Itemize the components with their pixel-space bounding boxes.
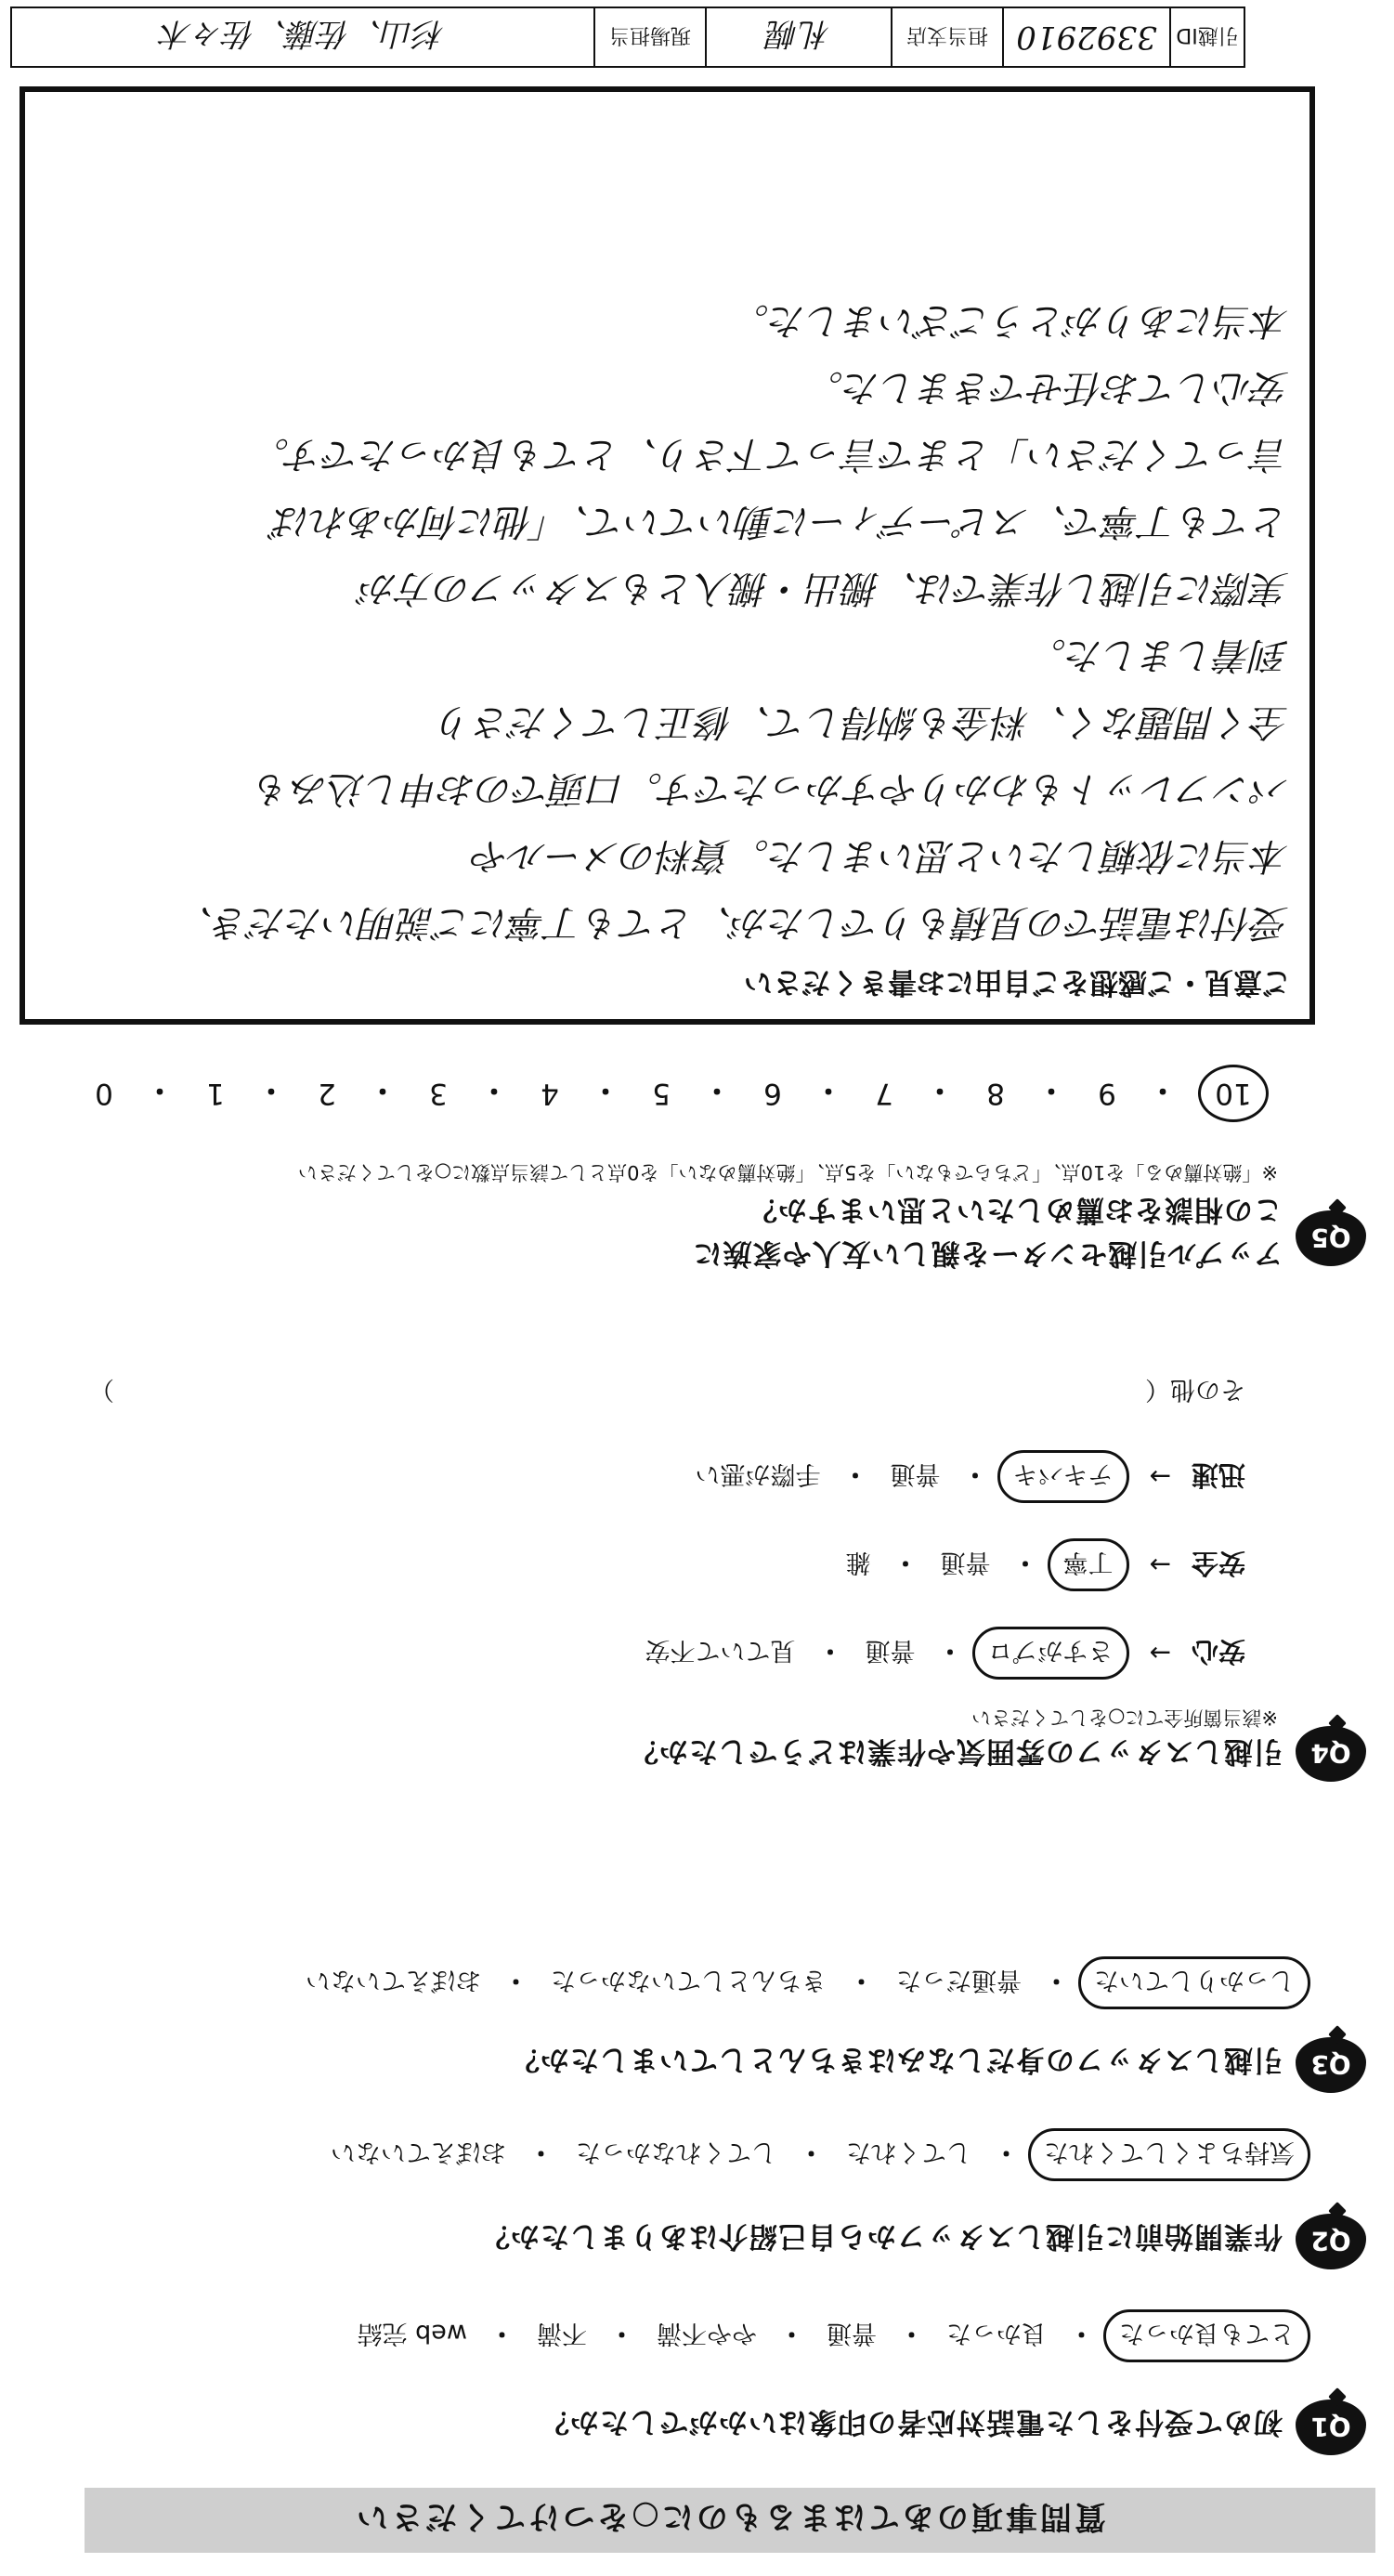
q3-option-0[interactable]: しっかりしていた (1078, 1956, 1310, 2009)
footer-branch-label: 担当支店 (891, 8, 1002, 66)
arrow-right-icon: → (1149, 1461, 1171, 1492)
q2-option-0[interactable]: 気持ちよくしてくれた (1028, 2128, 1310, 2181)
comment-heading: ご意見・ご感想をご自由にお書きください (744, 965, 1291, 999)
q5-score-9[interactable]: 9 (1098, 1077, 1116, 1110)
q4-jinsoku-option-0[interactable]: テキパキ (997, 1450, 1129, 1503)
q4-row-jinsoku: 迅速 → テキパキ ・ 普通 ・ 手際が悪い (683, 1450, 1245, 1503)
arrow-right-icon: → (1149, 1638, 1171, 1668)
q5-score-3[interactable]: 3 (429, 1077, 448, 1110)
q4-anzen-option-1[interactable]: 普通 (940, 1548, 991, 1576)
q4-badge-icon: Q4 (1296, 1726, 1366, 1782)
q5-score-10[interactable]: 10 (1198, 1065, 1269, 1122)
score-separator: ・ (702, 1073, 732, 1107)
comment-line: とても丁寧で、スピーディーに動いていて、「他に何かあれば (273, 500, 1289, 543)
q4-jinsoku-option-1[interactable]: 普通 (890, 1459, 941, 1488)
q5-score-0[interactable]: 0 (95, 1077, 113, 1110)
q4-anzen-option-2[interactable]: 雑 (845, 1548, 871, 1576)
q1-option-3[interactable]: やや不満 (657, 2319, 757, 2347)
q2-option-3[interactable]: おぼえていない (331, 2138, 506, 2166)
q5-score-6[interactable]: 6 (763, 1077, 782, 1110)
q4-row-anshin-label: 安心 (1191, 1636, 1245, 1667)
q4-row-anzen: 安全 → 丁寧 ・ 普通 ・ 雑 (833, 1538, 1245, 1591)
footer-table (10, 7, 1245, 68)
comment-text[interactable] (45, 287, 1289, 956)
q5-question-line2: この相談をお薦めしたいと思いますか？ (748, 1193, 1283, 1226)
arrow-right-icon: → (1149, 1550, 1171, 1580)
score-separator: ・ (479, 1073, 509, 1107)
q3-option-3[interactable]: おぼえていない (306, 1966, 481, 1994)
comment-line: 実際に引越し作業では、搬出・搬入ともスタッフの方が (360, 567, 1289, 609)
q5-score-5[interactable]: 5 (652, 1077, 671, 1110)
score-separator: ・ (368, 1073, 397, 1107)
q4-anzen-option-0[interactable]: 丁寧 (1048, 1538, 1129, 1591)
q2-options: 気持ちよくしてくれた ・ してくれた ・ してくれなかった ・ おぼえていない (318, 2128, 1310, 2181)
comment-line: 到着しました。 (1029, 634, 1289, 676)
q5-note: ※「絶対薦める」を10点、「どちらでもない」を5点、「絶対薦めない」を0点として該当点数に○をしてください (297, 1161, 1278, 1183)
q1-options: とても良かった ・ 良かった ・ 普通 ・ やや不満 ・ 不満 ・ web 完結 (345, 2309, 1310, 2362)
q1-badge-icon: Q1 (1296, 2399, 1366, 2455)
footer-staff-label: 現場担当 (593, 8, 705, 66)
q3-options: しっかりしていた ・ 普通だった ・ きちんとしていなかった ・ おぼえていない (293, 1956, 1310, 2009)
q4-row-anzen-label: 安全 (1191, 1548, 1245, 1579)
comment-line: 本当に依頼したいと思いました。資料のメールや (472, 834, 1289, 877)
q4-other-input[interactable] (114, 1379, 1145, 1406)
q4-note: ※該当箇所全てに○をしてください (971, 1706, 1278, 1729)
comment-line: 受付は電話での見積もりでしたが、とても丁寧にご説明いただき、 (176, 901, 1289, 944)
q4-row-anshin: 安心 → さすがプロ ・ 普通 ・ 見ていて不安 (632, 1627, 1245, 1680)
q1-option-1[interactable]: 良かった (946, 2319, 1047, 2347)
q2-badge-icon: Q2 (1296, 2214, 1366, 2269)
q4-anshin-option-0[interactable]: さすがプロ (972, 1627, 1129, 1680)
q4-other-label: その他（ (1145, 1375, 1245, 1404)
comment-line: パンフレットもわかりやすかったです。口頭でのお申し込みも (254, 767, 1289, 810)
score-separator: ・ (1148, 1073, 1178, 1107)
score-separator: ・ (814, 1073, 843, 1107)
q2-option-2[interactable]: してくれなかった (576, 2138, 776, 2166)
q5-score-4[interactable]: 4 (541, 1077, 559, 1110)
comment-line: 本当にありがとうございました。 (732, 299, 1289, 342)
score-separator: ・ (145, 1073, 175, 1107)
footer-branch-value: 札幌 (705, 8, 891, 66)
q5-badge-icon: Q5 (1296, 1210, 1366, 1266)
q4-row-jinsoku-label: 迅速 (1191, 1459, 1245, 1491)
score-separator: ・ (256, 1073, 286, 1107)
score-separator: ・ (925, 1073, 955, 1107)
q4-other (66, 1374, 1245, 1410)
score-separator: ・ (591, 1073, 620, 1107)
q3-badge-icon: Q3 (1296, 2037, 1366, 2093)
q4-question: 引越しスタッフの雰囲気や作業はどうでしたか？ (629, 1734, 1283, 1768)
q1-option-0[interactable]: とても良かった (1103, 2309, 1310, 2362)
q3-option-1[interactable]: 普通だった (896, 1966, 1022, 1994)
q3-question: 引越しスタッフの身だしなみはきちんとしていましたか？ (510, 2043, 1283, 2076)
q1-option-5[interactable]: web 完結 (357, 2319, 467, 2347)
q5-score-8[interactable]: 8 (986, 1077, 1005, 1110)
score-separator: ・ (1036, 1073, 1066, 1107)
q1-question: 初めて受付をした電話対応者の印象はいかがでしたか？ (540, 2405, 1283, 2439)
footer-staff-value: 杉山、佐藤、佐々木 (161, 15, 445, 53)
instruction-banner: 質問事項のあてはまるものに○をつけてください (85, 2488, 1375, 2553)
q5-score-1[interactable]: 1 (206, 1077, 225, 1110)
q4-anshin-option-2[interactable]: 見ていて不安 (645, 1636, 796, 1665)
comment-line: 全く問題なく、料金も納得して、修正してくださり (436, 700, 1289, 743)
q1-option-2[interactable]: 普通 (827, 2319, 877, 2347)
q2-question: 作業開始前に引越しスタッフから自己紹介はありましたか？ (480, 2219, 1283, 2253)
q2-option-1[interactable]: してくれた (846, 2138, 971, 2166)
comment-line: 安心してお任せできました。 (806, 366, 1289, 409)
q5-score-scale (84, 1065, 1269, 1122)
q4-anshin-option-1[interactable]: 普通 (865, 1636, 916, 1665)
comment-line: 言ってください」とまで言って下さり、とても良かったです。 (252, 433, 1289, 476)
q1-option-4[interactable]: 不満 (537, 2319, 587, 2347)
q3-option-2[interactable]: きちんとしていなかった (551, 1966, 827, 1994)
comment-box (20, 86, 1315, 1025)
q5-score-7[interactable]: 7 (875, 1077, 893, 1110)
q4-other-close: ） (89, 1375, 114, 1404)
q5-score-2[interactable]: 2 (318, 1077, 336, 1110)
footer-id-value: 3392910 (1002, 8, 1169, 66)
q5-question-line1: アップル引越センターを親しい友人や家族に (692, 1236, 1283, 1270)
footer-id-label: 引越ID (1169, 8, 1244, 66)
q4-jinsoku-option-2[interactable]: 手際が悪い (695, 1459, 821, 1488)
